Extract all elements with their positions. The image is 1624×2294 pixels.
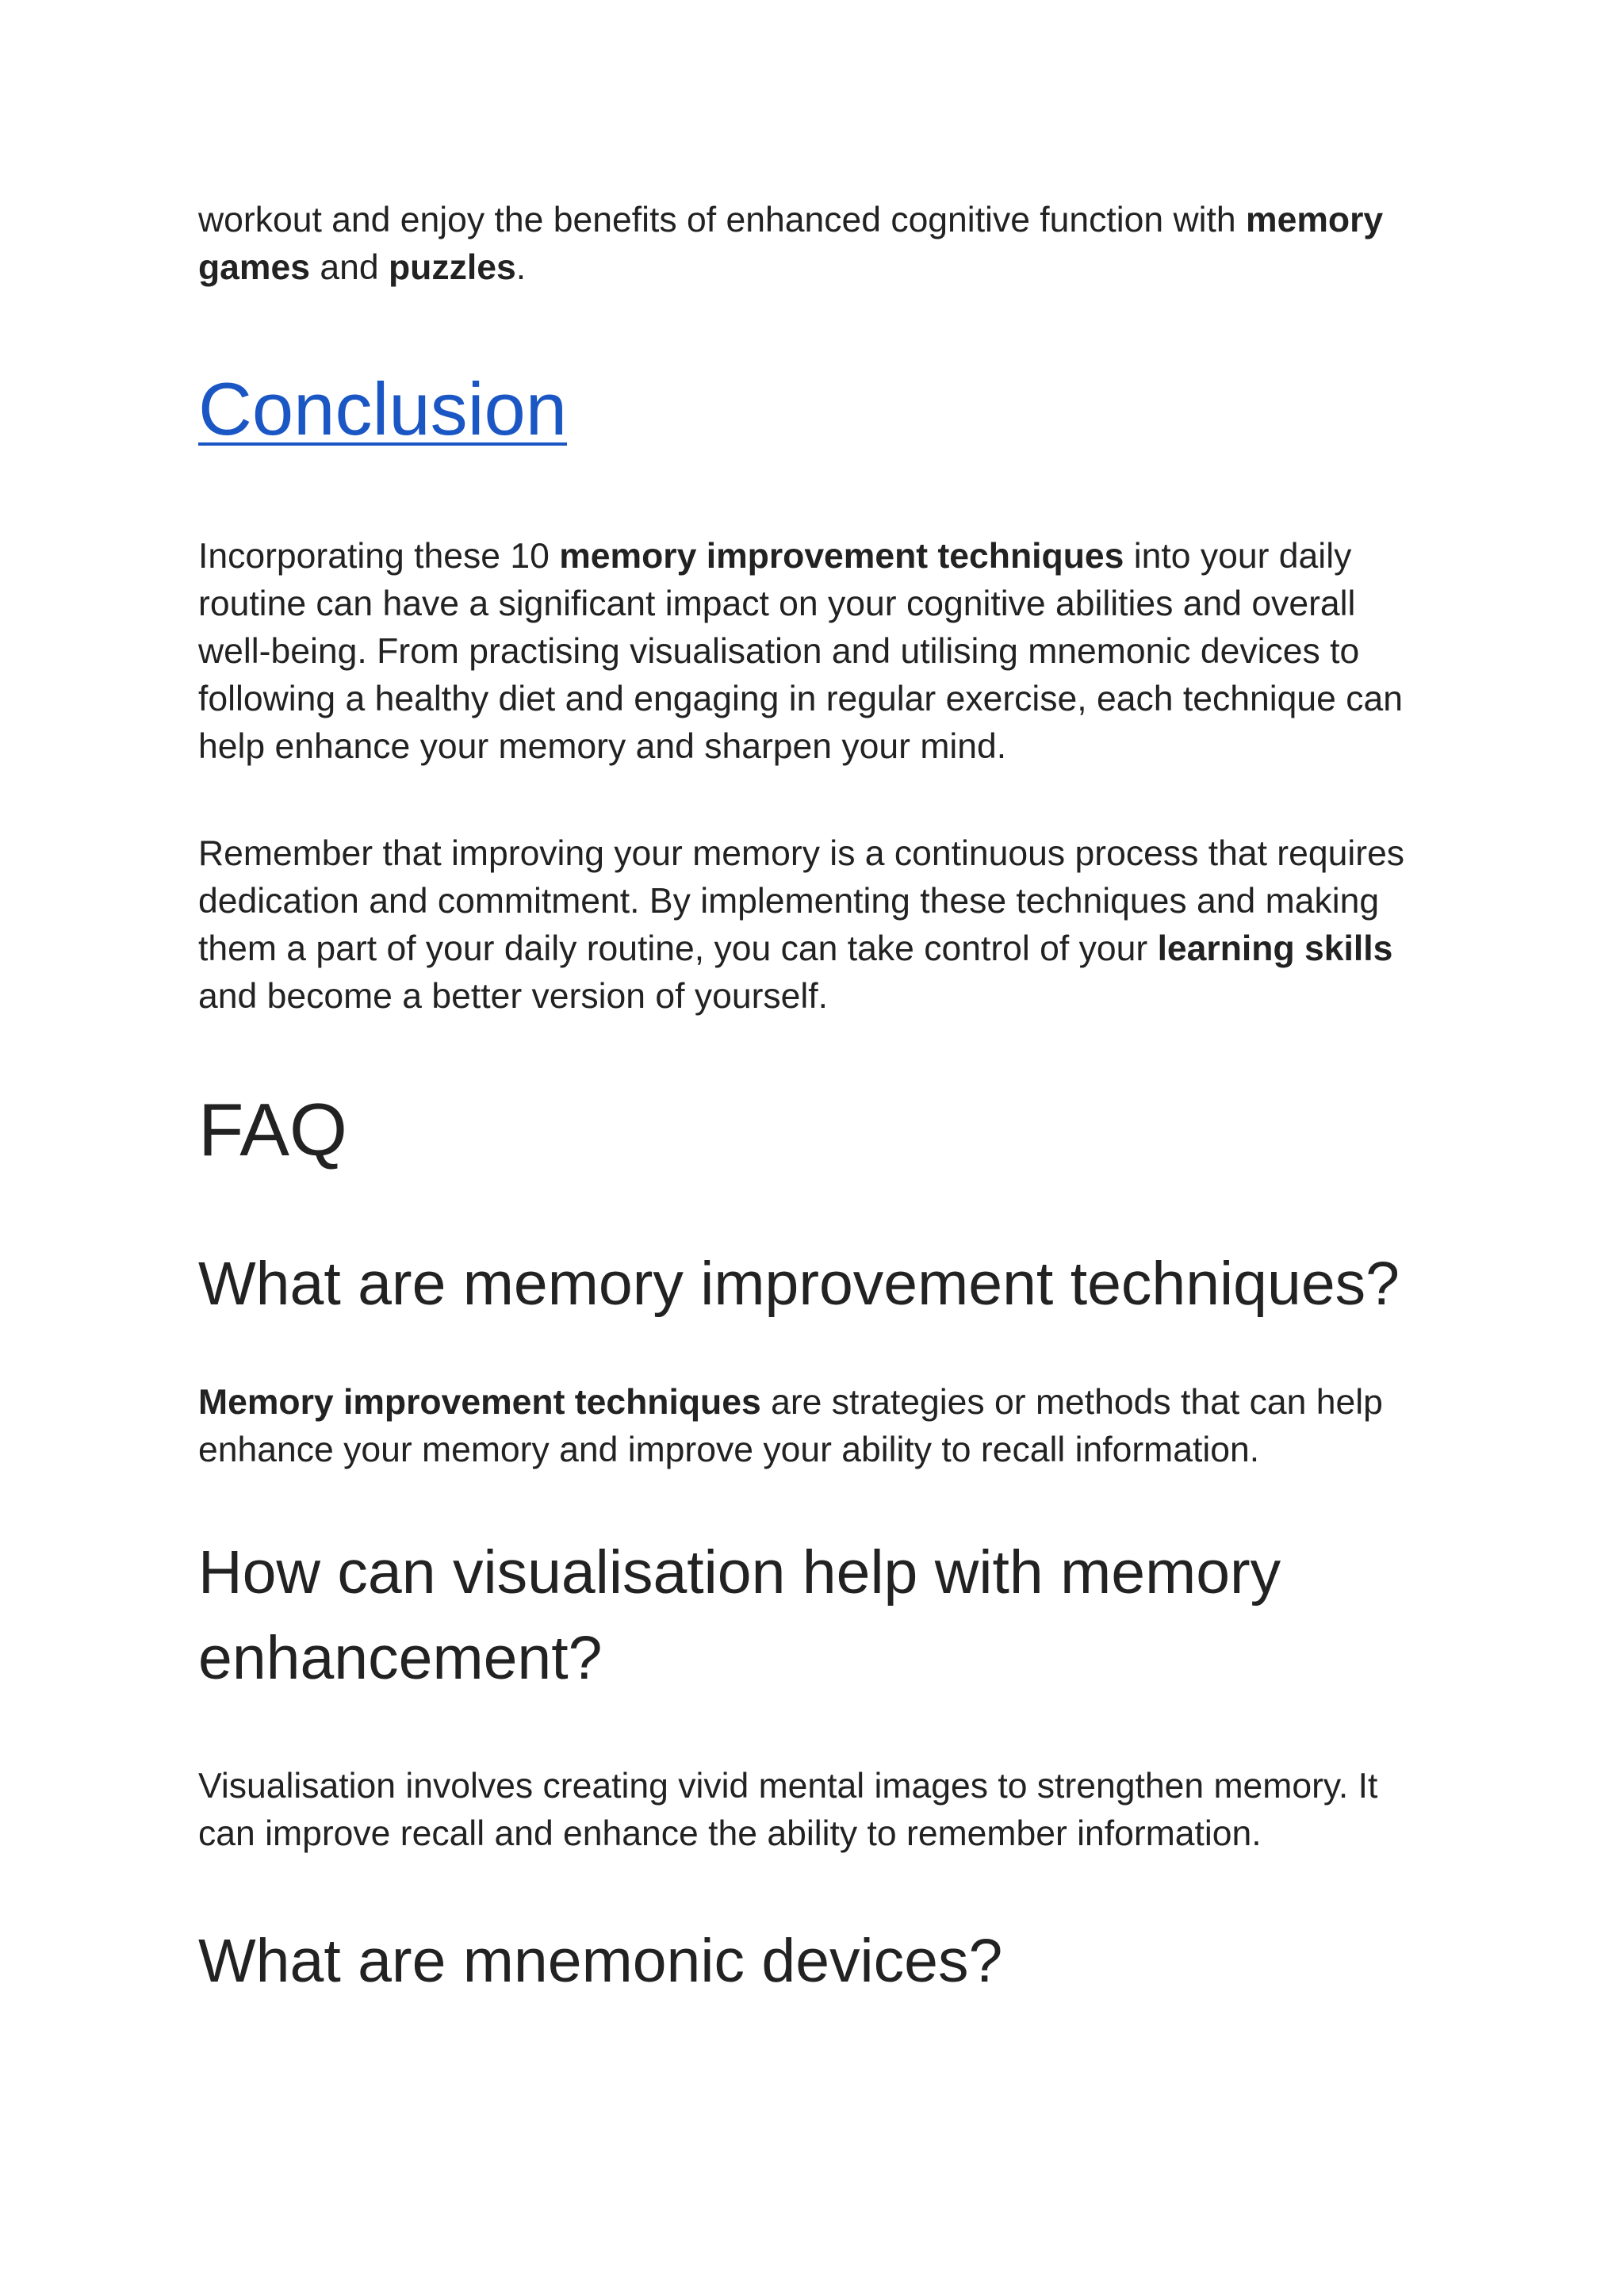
intro-text-3: . (515, 248, 527, 287)
conclusion-paragraph-1 (198, 533, 1435, 771)
faq-question-3: What are mnemonic devices? (198, 1927, 1003, 1995)
intro-paragraph (198, 197, 1435, 292)
conclusion-paragraph-2 (198, 830, 1435, 1021)
intro-bold-memory-games: memory games (198, 201, 1384, 287)
conclusion-p2-text-2: and become a better version of yourself. (198, 977, 829, 1016)
faq-answer-1-text: are strategies or methods that can help enhance your memory and improve your ability to recall information. (198, 1383, 1383, 1469)
faq-question-2: How can visualisation help with memory enhancement? (198, 1538, 1281, 1692)
faq-answer-1-bold: Memory improvement techniques (198, 1383, 761, 1422)
document-page (198, 190, 1435, 2004)
intro-bold-puzzles: puzzles (388, 248, 516, 287)
intro-text-2: and (310, 248, 389, 287)
conclusion-p1-text-1: Incorporating these 10 (198, 537, 560, 576)
conclusion-p1-text-2: into your daily routine can have a significant impact on your cognitive abilities and overall well-being. From practising visualisation and utilising mnemonic devices to following a healthy diet and engaging in regular exercise, each technique can help enhance your memory and sharpen your mind. (198, 537, 1403, 766)
conclusion-p2-bold: learning skills (1157, 929, 1393, 968)
conclusion-p1-bold: memory improvement techniques (559, 537, 1124, 576)
faq-answer-2: Visualisation involves creating vivid mental images to strengthen memory. It can improve recall and enhance the ability to remember information. (198, 1767, 1378, 1853)
faq-question-1: What are memory improvement techniques? (198, 1250, 1400, 1318)
faq-heading: FAQ (198, 1088, 348, 1171)
faq-answer-1 (198, 1379, 1435, 1474)
conclusion-heading-link[interactable]: Conclusion (198, 367, 568, 450)
conclusion-p2-text-1: Remember that improving your memory is a continuous process that requires dedication and commitment. By implementing these techniques and making them a part of your daily routine, you can take control of your (198, 834, 1405, 968)
intro-text-1: workout and enjoy the benefits of enhanced cognitive function with (198, 201, 1247, 239)
